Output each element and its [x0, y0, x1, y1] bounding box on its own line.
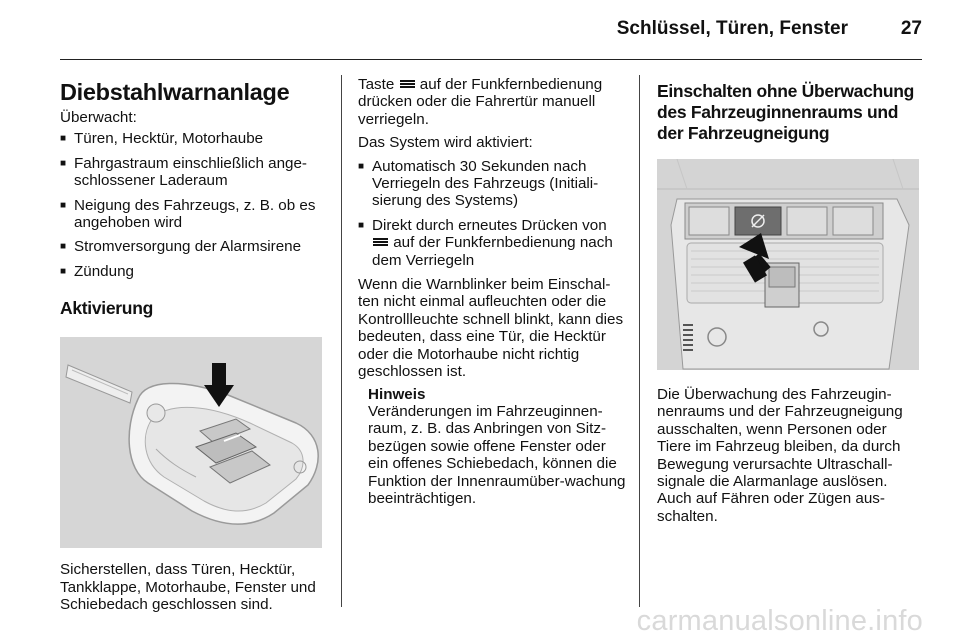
lock-button-icon: [400, 80, 415, 88]
column-divider-2: [639, 75, 640, 607]
paragraph-3: Wenn die Warnblinker beim Einschal-ten nicht einmal aufleuchten oder die Kontrollleuchte schnell blinkt, kann dies bedeuten, dass eine Tür, die Hecktür oder die Motorhaube nicht richtig geschlossen ist.: [358, 276, 624, 381]
column-3: [657, 68, 921, 529]
activation-list: [358, 158, 626, 269]
list-item: ■ Zündung: [60, 263, 328, 280]
note-box: [358, 386, 626, 508]
section-heading: Diebstahlwarnanlage: [60, 79, 290, 105]
column-1: [60, 68, 328, 617]
intro-text: Überwacht:: [60, 109, 137, 126]
key-fob-illustration: [60, 337, 322, 548]
note-text: Veränderungen im Fahrzeuginnen-raum, z. B. das Anbringen von Sitz-bezügen sowie offene Fenster oder ein offenes Schiebedach, können die Funktion der Innenraumüber-wachung beeinträchtigen.: [368, 402, 626, 507]
list-item: ■ Fahrgastraum einschließlich ange-schlossener Laderaum: [60, 155, 328, 190]
list-item: ■ Automatisch 30 Sekunden nach Verriegeln des Fahrzeugs (Initiali-sierung des Systems): [358, 158, 626, 210]
fig-caption: Sicherstellen, dass Türen, Hecktür, Tankklappe, Motorhaube, Fenster und Schiebedach geschlossen sind.: [60, 561, 316, 614]
page-number: 27: [900, 18, 922, 39]
overhead-console-image: [657, 159, 919, 370]
watermark: carmanualsonline.info: [636, 605, 923, 637]
note-title: Hinweis: [368, 385, 426, 403]
interior-switch-illustration: [657, 159, 919, 370]
column-divider-1: [341, 75, 342, 607]
key-fob-image: [60, 337, 322, 548]
monitored-list: [60, 130, 328, 280]
list-item: ■ Türen, Hecktür, Motorhaube: [60, 130, 328, 147]
list-item: ■ Direkt durch erneutes Drücken von auf der Funkfernbedienung nach dem Verriegeln: [358, 217, 626, 269]
header-title: Schlüssel, Türen, Fenster: [616, 18, 848, 39]
section-heading-3: Einschalten ohne Überwachung des Fahrzeuginnenraums und der Fahrzeugneigung: [657, 81, 915, 143]
column-2: [358, 76, 626, 507]
paragraph-2: Das System wird aktiviert:: [358, 134, 533, 152]
list-item: ■ Neigung des Fahrzeugs, z. B. ob es angehoben wird: [60, 197, 328, 232]
list-item: ■ Stromversorgung der Alarmsirene: [60, 238, 328, 255]
subheading-activation: Aktivierung: [60, 298, 153, 319]
header-rule: [60, 59, 922, 60]
paragraph-1: Taste auf der Funkfernbedienung drücken oder die Fahrertür manuell verriegeln.: [358, 76, 603, 128]
lock-button-icon: [373, 238, 388, 246]
fig-caption-text: Die Überwachung des Fahrzeugin-nenraums und der Fahrzeugneigung ausschalten, wenn Personen oder Tiere im Fahrzeug bleiben, da durch Bewegung verursachte Ultraschall-signale die Alarmanlage auslösen. Auch auf Fähren oder Zügen aus-schalten.: [657, 386, 903, 525]
